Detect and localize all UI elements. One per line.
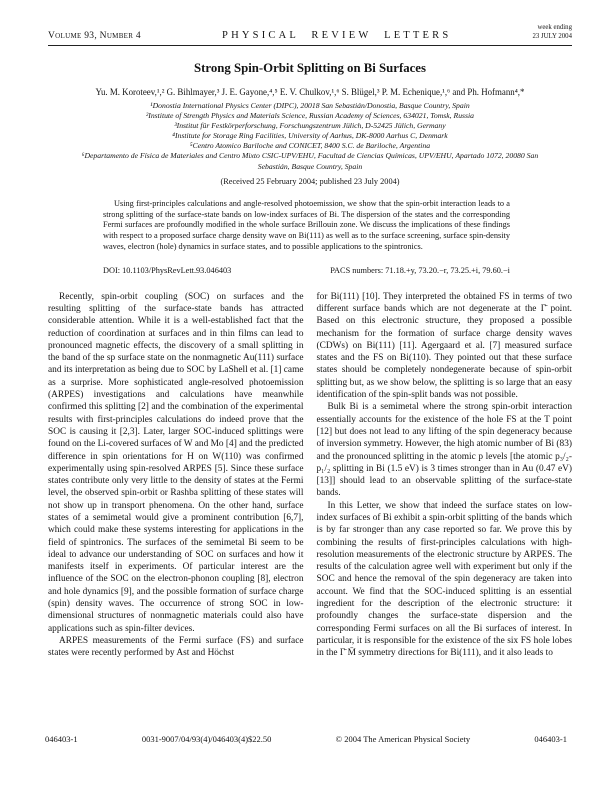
affiliation-4: ⁴Institute for Storage Ring Facilities, University of Aarhus, DK-8000 Aarhus C, Denmark bbox=[172, 131, 448, 141]
author-line: Yu. M. Koroteev,¹,² G. Bihlmayer,³ J. E. Gayone,⁴,⁵ E. V. Chulkov,¹,⁶ S. Blügel,³ P. M. Echenique,¹,⁶ and Ph. Hofmann⁴,* bbox=[95, 86, 525, 97]
journal-header bbox=[48, 24, 572, 46]
right-column bbox=[317, 291, 573, 660]
pacs-numbers: PACS numbers: 71.18.+y, 73.20.−r, 73.25.+i, 79.60.−i bbox=[330, 265, 510, 275]
issn-code: 0031-9007/04/93(4)/046403(4)$22.50 bbox=[141, 734, 272, 744]
body-paragraph: ARPES measurements of the Fermi surface (FS) and surface states were recently performed by Ast and Höchst bbox=[48, 635, 304, 659]
page-number-right: 046403-1 bbox=[534, 734, 567, 744]
week-ending bbox=[533, 24, 572, 42]
body-paragraph: for Bi(111) [10]. They interpreted the obtained FS in terms of two different surface bands which are not degenerate at the Γ̄ point. Based on this electronic structure, they proposed a possible mechanism for the formation of surface charge density waves (CDWs) on Bi(111) [11]. Agergaard et al. [7] measured surface states and the FS on Bi(110). They pointed out that these surface states should be completely nondegenerate because of spin-orbit splitting but, as we show below, the splitting is so large that an easy identification of the spin-split bands was not possible. bbox=[316, 291, 572, 401]
volume-number: Volume 93, Number 4 bbox=[48, 30, 141, 41]
left-column bbox=[48, 291, 304, 660]
copyright-notice: © 2004 The American Physical Society bbox=[335, 734, 471, 744]
affiliation-list bbox=[48, 101, 572, 172]
body-paragraph: Bulk Bi is a semimetal where the strong spin-orbit interaction essentially accounts for the existence of the hole FS at the T point [12] but does not lead to any lifting of the spin degeneracy because of inversion symmetry. However, the high atomic number of Bi (83) and the pronounced splitting in the atomic p levels [the atomic p₃/₂-p₁/₂ splitting in Bi (1.5 eV) is 3 times stronger than in Au (0.47 eV) [13]] should lead to an observable splitting of the surface-state bands. bbox=[316, 402, 572, 499]
received-line: (Received 25 February 2004; published 23 July 2004) bbox=[220, 176, 400, 186]
doi: DOI: 10.1103/PhysRevLett.93.046403 bbox=[103, 265, 232, 275]
doi-pacs-row bbox=[103, 266, 510, 275]
page-title: Strong Spin-Orbit Splitting on Bi Surfaces bbox=[194, 60, 426, 75]
affiliation-1: ¹Donostia International Physics Center (DIPC), 20018 San Sebastián/Donostia, Basque Country, Spain bbox=[150, 100, 470, 110]
abstract: Using first-principles calculations and angle-resolved photoemission, we show that the spin-orbit interaction leads to a strong splitting of the surface-state bands on low-index surfaces of Bi. The dispersion of the states and the corresponding Fermi surfaces are profoundly modified in the whole surface Brillouin zone. We discuss the implications of these findings with respect to a proposed surface charge density wave on Bi(111) as well as to the surface screening, surface spin-density waves, electron (hole) dynamics in surface states, and to possible applications to the spintronics. bbox=[103, 198, 510, 251]
affiliation-6: ⁶Departamento de Física de Materiales and Centro Mixto CSIC-UPV/EHU, Facultad de Ciencias Químicas, UPV/EHU, Apartado 1072, 20080 San Sebastián, Basque Country, Spain bbox=[81, 151, 539, 171]
week-ending-label: week ending bbox=[537, 24, 572, 31]
affiliation-5: ⁵Centro Atomico Bariloche and CONICET, 8400 S.C. de Bariloche, Argentina bbox=[189, 141, 431, 151]
issue-date: 23 JULY 2004 bbox=[532, 32, 572, 40]
affiliation-3: ³Institut für Festkörperforschung, Forschungszentrum Jülich, D-52425 Jülich, Germany bbox=[174, 120, 446, 130]
article-body bbox=[48, 291, 572, 660]
page-number-left: 046403-1 bbox=[45, 734, 78, 744]
affiliation-2: ²Institute of Strength Physics and Materials Science, Russian Academy of Sciences, 634021, Tomsk, Russia bbox=[145, 110, 475, 120]
journal-name: PHYSICAL REVIEW LETTERS bbox=[222, 29, 452, 41]
body-paragraph: Recently, spin-orbit coupling (SOC) on surfaces and the resulting splitting of the surface-state bands has attracted considerable attention. While it is a well-established fact that the reduction of coordination at surfaces and in thin films can lead to pronounced magnetic effects, the discovery of a small splitting in the band of the sp surface state on the nonmagnetic Au(111) surface and its interpretation as being due to SOC by LaShell et al. [1] came as a surprise. More sophisticated angle-resolved photoemission (ARPES) investigations and calculations have meanwhile confirmed this splitting [2] and the combination of the experimental results with first-principles calculations do indeed prove that the SOC is causing it [2,3]. Later, larger SOC-induced splittings were found on the Li-covered surfaces of W and Mo [4] and the predicted difference in spin orientations for H on W(110) was confirmed experimentally using spin-resolved ARPES [5]. Since these surface states contribute only very little to the density of states at the Fermi level, the observed spin-orbit or Rashba splitting of these states will not show up in transport phenomena. On the other hand, surface states of a semimetal would give a prominent contribution [6,7], which could make these systems interesting for applications in the field of spintronics. The surfaces of the semimetal Bi seem to be ideal to advance our understanding of SOC on surfaces and how it manifests itself in experiments. Of particular interest are the influence of the SOC on the electron-phonon coupling [8], electron and hole dynamics [9], and the possible formation of surface charge (spin) density waves. The occurrence of strong SOC in low-dimensional structures of nonmagnetic materials could also have applications such as spin-filter devices. bbox=[48, 291, 304, 634]
body-paragraph: In this Letter, we show that indeed the surface states on low-index surfaces of Bi exhibit a spin-orbit splitting of the bands which is by far stronger than any case reported so far. We prove this by combining the results of first-principles calculations with high-resolution measurements of the electronic structure by ARPES. The results of the calculation agree well with experiment but only if the SOC and hence the removal of the spin degeneracy are taken into account. We find that the SOC-induced splitting is an essential ingredient for the description of the electronic structure: it profoundly changes the surface-state dispersion and the corresponding Fermi surfaces on all the Bi surfaces of interest. In particular, it is responsible for the existence of the six FS hole lobes in the Γ̄ M̄ symmetry directions for Bi(111), and it also leads to bbox=[316, 500, 572, 659]
page-footer bbox=[45, 734, 567, 744]
